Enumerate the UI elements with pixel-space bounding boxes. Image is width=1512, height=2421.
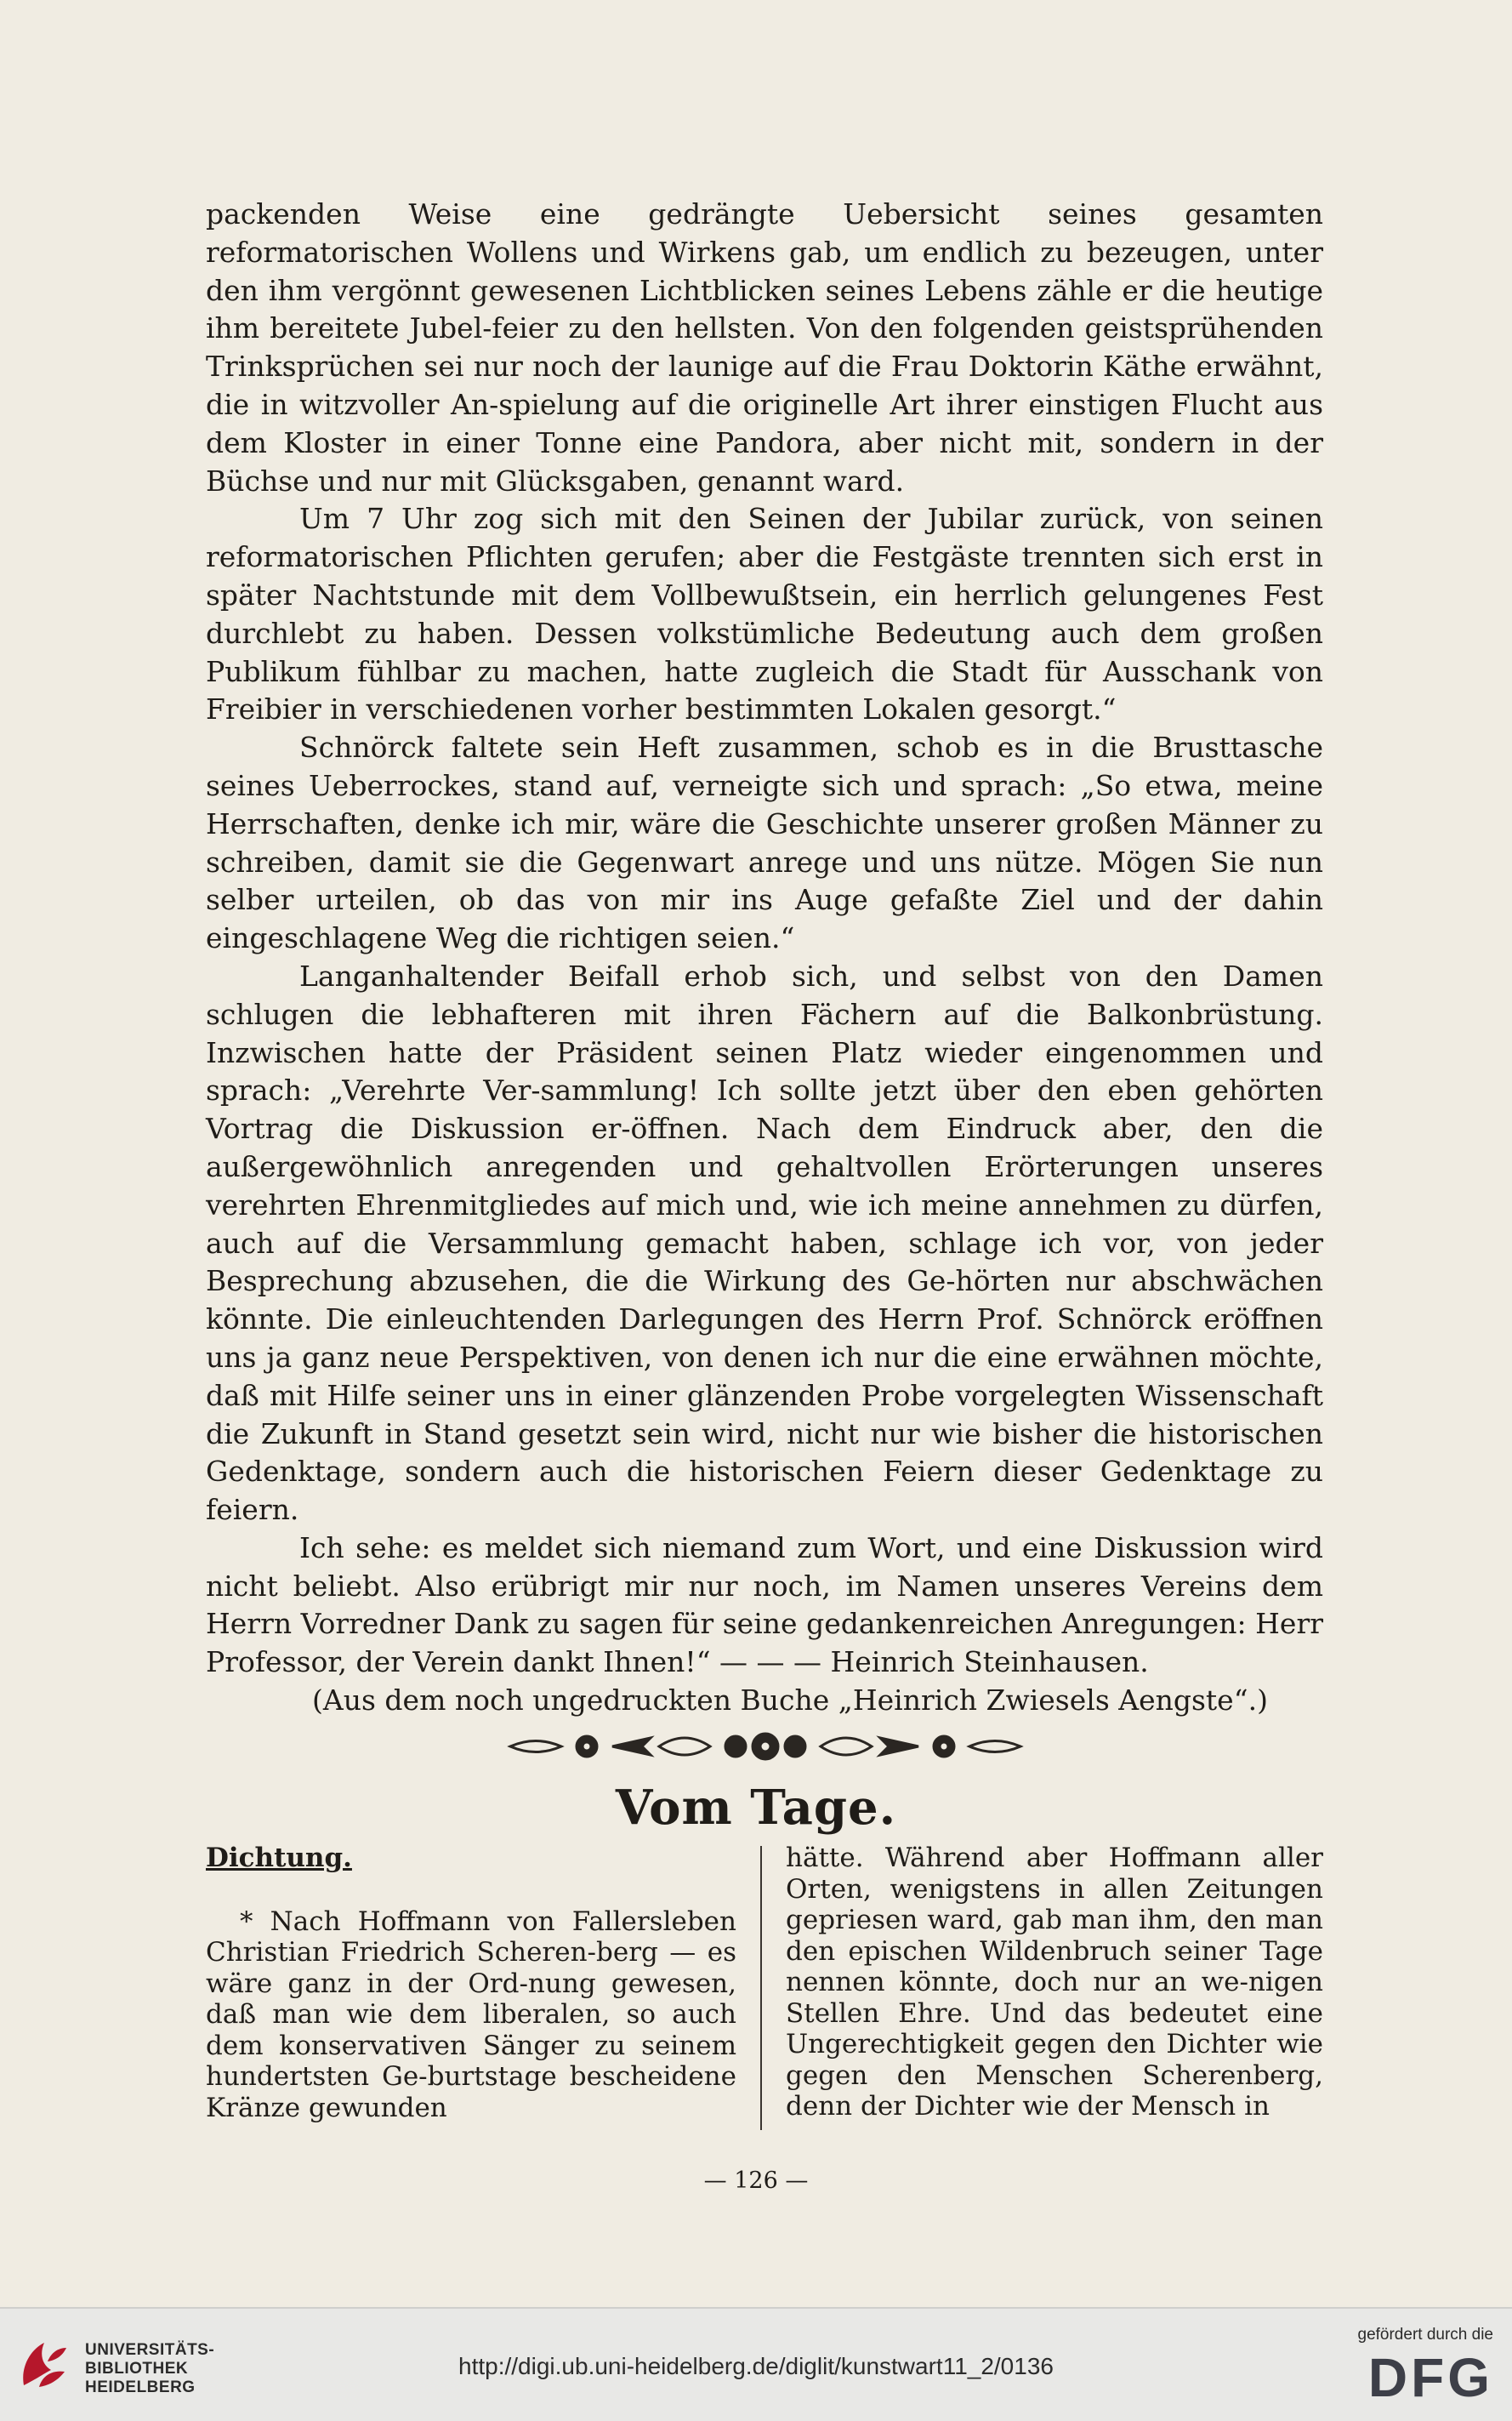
- body-paragraph: Langanhaltender Beifall erhob sich, und selbst von den Damen schlugen die lebhafteren mit ihren Fächern auf die Balkonbrüstung. Inzwischen hatte der Präsident seinen Platz wieder eingenommen und sprach: „Verehrte Ver-sammlung! Ich sollte jetzt über den eben gehörten Vortrag die Diskussion er-öffnen. Nach dem Eindruck aber, den die außergewöhnlich anregenden und gehaltvollen Erörterungen unseres verehrten Ehrenmitgliedes auf mich und, wie ich meine annehmen zu dürfen, auch auf die Versammlung gemacht haben, schlage ich vor, von jeder Besprechung abzusehen, die die Wirkung des Ge-hörten nur abschwächen könnte. Die einleuchtenden Darlegungen des Herrn Prof. Schnörck eröffnen uns ja ganz neue Perspektiven, von denen ich nur die eine erwähnen möchte, daß mit Hilfe seiner uns in einer glänzenden Probe vorgelegten Wissenschaft die Zukunft in Stand gesetzt sein wird, nicht nur wie bisher die historischen Gedenktage, sondern auch die historischen Feiern dieser Gedenktage zu feiern.: [206, 959, 1323, 1527]
- viewer-footer: [0, 2307, 1512, 2421]
- column-divider: [760, 1846, 762, 2130]
- page-number: — 126 —: [703, 2168, 809, 2194]
- main-text-block: [206, 196, 1323, 1720]
- decorative-ornament: [502, 1725, 1029, 1768]
- section-title: Vom Tage.: [615, 1780, 897, 1836]
- university-name-line: BIBLIOTHEK: [85, 2360, 189, 2378]
- body-paragraph: Um 7 Uhr zog sich mit den Seinen der Jubilar zurück, von seinen reformatorischen Pflichten gerufen; aber die Festgäste trennten sich erst in später Nachtstunde mit dem Vollbewußtsein, ein herrlich gelungenes Fest durchlebt zu haben. Dessen volkstümliche Bedeutung auch dem großen Publikum fühlbar zu machen, hatte zugleich die Stadt für Ausschank von Freibier in verschiedenen vorher bestimmten Lokalen gesorgt.“: [206, 502, 1323, 726]
- column-text: hätte. Während aber Hoffmann aller Orten, wenigstens in allen Zeitungen gepriesen ward, gab man ihm, den man den epischen Wildenbruch seiner Tage nennen könnte, doch nur an we-nigen Stellen Ehre. Und das bedeutet eine Ungerechtigkeit gegen den Dichter wie gegen den Menschen Scherenberg, denn der Dichter wie der Mensch in: [786, 1843, 1323, 2122]
- body-paragraph: Ich sehe: es meldet sich niemand zum Wort, und eine Diskussion wird nicht beliebt. Also erübrigt mir nur noch, im Namen unseres Vereins dem Herrn Vorredner Dank zu sagen für seine gedankenreichen Anregungen: Herr Professor, der Verein dankt Ihnen!“ — — — Heinrich Steinhausen.: [206, 1530, 1323, 1679]
- university-name-line: UNIVERSITÄTS-: [85, 2341, 215, 2359]
- body-paragraph: packenden Weise eine gedrängte Uebersicht seines gesamten reformatorischen Wollens und Wirkens gab, um endlich zu bezeugen, unter den ihm vergönnt gewesenen Lichtblicken seines Lebens zähle er die heutige ihm bereitete Jubel-feier zu den hellsten. Von den folgenden geistsprühenden Trinksprüchen sei nur noch der launige auf die Frau Doktorin Käthe erwähnt, die in witzvoller An-spielung auf die originelle Art ihrer einstigen Flucht aus dem Kloster in einer Tonne eine Pandora, aber nicht mit, sondern in der Büchse und nur mit Glücksgaben, genannt ward.: [206, 197, 1323, 498]
- left-column: [206, 1843, 736, 2123]
- right-column: [786, 1843, 1323, 2122]
- column-heading: Dichtung.: [206, 1843, 352, 1873]
- dfg-logo: DFG: [1367, 2347, 1493, 2408]
- column-text: * Nach Hoffmann von Fallersleben Christian Friedrich Scheren-berg — es wäre ganz in der Ord-nung gewesen, daß man wie dem liberalen, so auch dem konservativen Sänger zu seinem hundertsten Ge-burtstage bescheidene Kränze gewunden: [206, 1905, 736, 2123]
- funded-by-label: gefördert durch die: [1357, 2326, 1493, 2344]
- university-name-line: HEIDELBERG: [85, 2378, 196, 2396]
- source-note: (Aus dem noch ungedruckten Buche „Heinrich Zwiesels Aengste“.): [312, 1683, 1268, 1717]
- body-paragraph: Schnörck faltete sein Heft zusammen, schob es in die Brusttasche seines Ueberrockes, stand auf, verneigte sich und sprach: „So etwa, meine Herrschaften, denke ich mir, wäre die Geschichte unserer großen Männer zu schreiben, damit sie die Gegenwart anrege und uns nütze. Mögen Sie nun selber urteilen, ob das von mir ins Auge gefaßte Ziel und der dahin eingeschlagene Weg die richtigen seien.“: [206, 731, 1323, 955]
- permalink-url[interactable]: http://digi.ub.uni-heidelberg.de/diglit/kunstwart11_2/0136: [458, 2353, 1054, 2379]
